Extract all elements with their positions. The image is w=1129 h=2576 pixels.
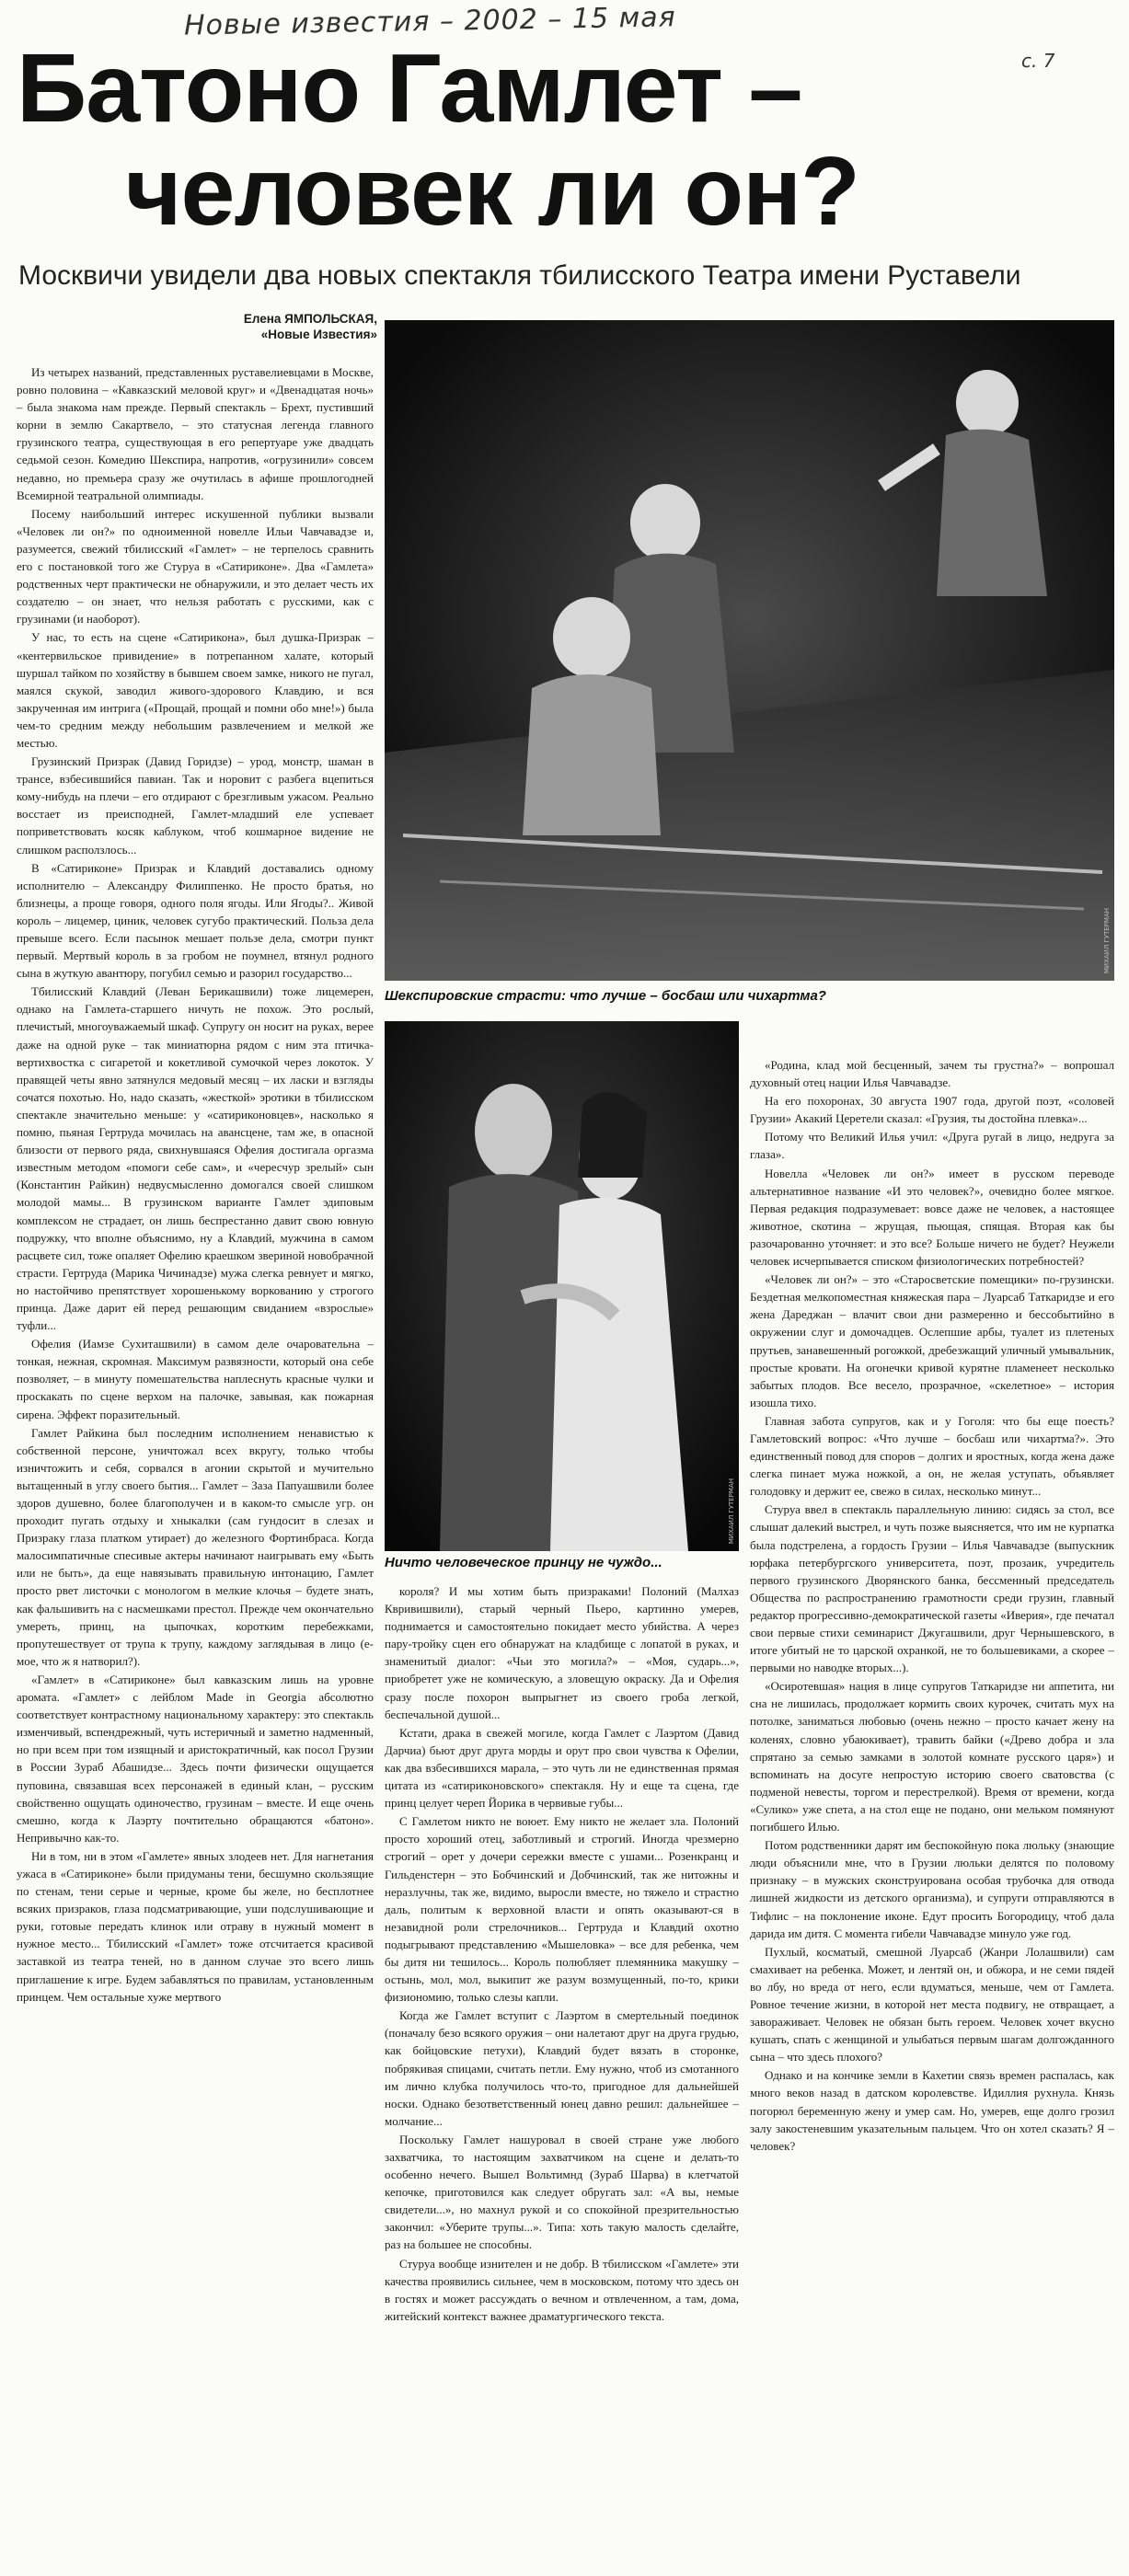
headline-line-1: Батоно Гамлет – bbox=[17, 34, 802, 143]
article-paragraph: Посему наибольший интерес искушенной публики вызвали «Человек ли он?» по одноименной новелле Ильи Чавчавадзе и, разумеется, свежий тбилисский «Гамлет» – не терпелось сравнить его с постановкой того же Стуруа в «Сатириконе». Два «Гамлета» родственных черт практически не обнаружили, и это делает честь их создателю – он знает, что нельзя работать с русскими, как с грузинами (и наоборот). bbox=[17, 506, 374, 627]
byline-author: Елена ЯМПОЛЬСКАЯ, bbox=[243, 312, 377, 326]
stage-photo-ghost-scene-image bbox=[385, 320, 1114, 981]
article-paragraph: На его похоронах, 30 августа 1907 года, другой поэт, «соловей Грузии» Акакий Церетели сказал: «Грузия, ты достойна плевка»... bbox=[750, 1094, 1114, 1126]
article-paragraph: Потому что Великий Илья учил: «Друга ругай в лицо, недруга за глаза». bbox=[750, 1130, 1114, 1162]
article-paragraph: Потом родственники дарят им беспокойную пока люльку (знающие люди объяснили мне, что в Грузии люльки делятся по половому признаку – в мужских сконструирована особая трубочка для отвода лишней жидкости из детского организма), и супруги отправляются в Тифлис – на поклонение иконе. Едут просить Богородицу, чтоб дала дарида им дитя. С момента гибели Чавчавадзе минуло уже год. bbox=[750, 1838, 1114, 1940]
article-paragraph: Новелла «Человек ли он?» имеет в русском переводе альтернативное название «И это человек?», очевидно более мягкое. Первая редакция подразумевает: вовсе даже не человек, а настоящее животное, скотина – жрущая, пьющая, спящая. Вторая как бы разочарованно уточняет: и это все? Больше ничего не будет? Неужели человек исчерпывается списком физиологических потребностей? bbox=[750, 1166, 1114, 1269]
article-paragraph: «Человек ли он?» – это «Старосветские помещики» по-грузински. Бездетная мелкопоместная княжеская пара – Луарсаб Таткаридзе и его жена Дареджан – влачит свои дни размеренно и бессобытийно в окружении слуг и домочадцев. Ослепшие арбы, туалет из плетеных прутьев, занавешенный рогожкой, дребезжащий уличный умывальник, простые кровати. На огонечки кривой курятне пламенеет несколько забытых плодов. Все весело, прозрачное, «скелетное» – история изошла тихо. bbox=[750, 1272, 1114, 1409]
article-paragraph: Поскольку Гамлет нашуровал в своей стране уже любого захватчика, то настоящим захватчиком на сцене и делать-то особенно нечего. Вышел Вольтимнд (Зураб Шарва) в клетчатой кепочке, приготовился как следует обругать зал: «А вы, немые свидетели...», но махнул рукой и со спокойной презрительностью закончил: «Уберите трупы...». Типа: хоть такую малость сделайте, раз на большее не способны. bbox=[385, 2132, 739, 2252]
article-column-2 bbox=[385, 1582, 739, 2567]
article-paragraph: С Гамлетом никто не воюет. Ему никто не желает зла. Полоний просто хороший отец, заботливый и строгий. Иногда чрезмерно строгий – орет у дочери сережки вместе с ушами... Розенкранц и Гильденстерн – это Бобчинский и Добчинский, так же нитожны и неразлучны, так же, видимо, выросли вместе, но тяжело и страстно даль, политым к верховной власти и опять оказывают-ся в незавидной роли стрелочников... Гертруда и Клавдий охотно подыгрывают представлению «Мышеловка» – все для ребенка, чем бы дитя ни тешилось... Король полюбляет племянника макушку – остынь, мол, мол, выкипит же разум возмущенный, по-то, крики физиономию, только слезы капли. bbox=[385, 1814, 739, 2005]
article-paragraph: Пухлый, косматый, смешной Луарсаб (Жанри Лолашвили) сам смахивает на ребенка. Может, и лентяй он, и обжора, и не семи пядей во лбу, но вреда от него, если вдуматься, меньше, чем от Гамлета. Ровное течение жизни, в которой нет места подвигу, не отвращает, а завораживает. Человек не обязан быть героем. Человек хочет вкусно кушать, спать с женщиной и улыбаться первым шагам долгожданного сына – что здесь плохого? bbox=[750, 1944, 1114, 2064]
article-paragraph: Когда же Гамлет вступит с Лаэртом в смертельный поединок (поначалу безо всякого оружия – они налетают друг на друга грудью, как бойцовские петухи), Клавдий будет вязать в сторонке, побрякивая спицами, считать петли. Ему нужно, чтоб из смотанного им лично клубка получилось что-то, пригодное для дальнейшей носки. Однако безответственный юнец давно решил: дальнейшее – молчание... bbox=[385, 2008, 739, 2128]
article-paragraph: Кстати, драка в свежей могиле, когда Гамлет с Лаэртом (Давид Дарчиа) бьют друг друга морды и орут про свои чувства к Офелии, как два взбесившихся марала, – это чуть ли не единственная прямая цитата из «сатириконовского» спектакля. Ну и еще та сцена, где принц целует череп Йорика в червивые губы... bbox=[385, 1725, 739, 1811]
handwritten-clip-note: Новые известия – 2002 – 15 мая bbox=[183, 1, 676, 42]
headline-line-2: человек ли он? bbox=[125, 137, 859, 246]
article-column-3 bbox=[750, 1056, 1114, 2567]
article-paragraph: «Родина, клад мой бесценный, зачем ты грустна?» – вопрошал духовный отец нации Илья Чавчавадзе. bbox=[750, 1058, 1114, 1090]
article-paragraph: У нас, то есть на сцене «Сатирикона», был душка-Призрак – «кентервильское привидение» в потрепанном халате, который шуршал тайком по хозяйству в бывшем своем замке, никого не пугал, маялся скукой, заводил живого-здорового Клавдию, и вся закрученная им интрига («Прощай, прощай и помни обо мне!») была чем-то средним между небольшим развлечением и мелкой же местью. bbox=[17, 630, 374, 750]
article-paragraph: Главная забота супругов, как и у Гоголя: что бы еще поесть? Гамлетовский вопрос: «Что лучше – босбаш или чихартма?». Это единственный повод для споров – долгих и яростных, когда жена даже слегка пинает мужа ножкой, а он, не желая уступать, объявляет голодовку и держит ее, свежо в силах, несколько минут... bbox=[750, 1413, 1114, 1499]
article-paragraph: Грузинский Призрак (Давид Горидзе) – урод, монстр, шаман в трансе, взбесившийся павиан. Так и норовит с разбега вцепиться кому-нибудь на плечи – его отдирают с брезгливым ужасом. Реально восстает из преисподней, Гамлет-младший еле успевает поприветствовать косяк каблуком, чтоб кошмарное видение не слишком расползлось... bbox=[17, 754, 374, 857]
photo2-credit: МИХАИЛ ГУТЕРМАН bbox=[728, 1478, 735, 1544]
article-paragraph: Стуруа ввел в спектакль параллельную линию: сидясь за стол, все слышат далекий выстрел, и чуть позже выясняется, что им не курпатка была подстрелена, а гордость Грузии – Илья Чавчавадзе (выпускник юрфака петербургского университета, поэт, прозаик, учредитель первого грузинского Дворянского банка, бессменный председатель Общества по распространению грамотности среди грузин, главный редактор прогрессивно-демократической газеты «Иверия», где печатал свои первые стихи семинарист Джугашвили, друг Чернышевского, в итоге убитый не то царской охранкой, не то большевиками, а скорее – первыми но наводке вторых...). bbox=[750, 1502, 1114, 1675]
article-paragraph: Из четырех названий, представленных руставелиевцами в Москве, ровно половина – «Кавказский меловой круг» и «Двенадцатая ночь» – была знакома нам прежде. Первый спектакль – Брехт, пустивший корни в землю Сакартвело, – это статусная легенда главного грузинского театра, существующая в его репертуаре уже двадцать седьмой сезон. Комедию Шекспира, напротив, «огрузинили» совсем недавно, но премьера сразу же очутилась в афише прошлогодней Всемирной театральной олимпиады. bbox=[17, 365, 374, 502]
article-paragraph: Стуруа вообще изнителен и не добр. В тбилисском «Гамлете» эти качества проявились сильнее, чем в московском, потому что здесь он в гостях и может рассуждать о вечном и отвлеченном, а там, дома, житейский контекст важнее драматургического текста. bbox=[385, 2256, 739, 2323]
article-paragraph: Офелия (Иамзе Сухиташвили) в самом деле очаровательна – тонкая, нежная, скромная. Максимум развязности, который она себе позволяет, – в минуту помешательства наплеснуть красные чулки и проскакать по сцене верхом на палочке, завывая, как пожарная сирена. Эффект поразительный. bbox=[17, 1337, 374, 1421]
byline-paper: «Новые Известия» bbox=[260, 328, 377, 341]
article-paragraph: Тбилисский Клавдий (Леван Берикашвили) тоже лицемерен, однако на Гамлета-старшего ничуть не похож. Это рослый, плечистый, многоуважаемый шкаф. Супругу он носит на руках, верее даже на одной руке – так миниатюрна рядом с ним эта птичка-вертихвостка с сигаретой и кокетливой сумочкой через локоток. У правящей четы явно затянулся медовый месяц – их ласки и взгляды сочатся похотью. Но, надо сказать, «жесткой» эротики в тбилисском спектакле значительно меньше: у «сатириконовцев», насколько я помню, пьяная Гертруда мочилась на авансцене, там же, в опасной близости от первого ряда, свихнувшаяся Офелия достигала оргазма известным методом «помоги себе сам», и «чересчур зрелый» сын (Константин Райкин) недвусмысленно домогался своей слишком молодой мамы... В грузинском варианте Гамлет эдиповым комплексом не страдает, он лишь беспрестанно давит свою ювную подружку, что вполне объяснимо, ну а Клавдий, мужчина в самом расцвете сил, тоже опаляет Офелию краешком звериной новобрачной страсти. Гертруда (Марика Чичинадзе) мужа слегка ревнует и мягко, но настойчиво препятствует хорошенькому воркованию у строгого принца. Даже дарит ей перед решающим свиданием «взрослые» туфли... bbox=[17, 984, 374, 1333]
article-paragraph: Ни в том, ни в этом «Гамлете» явных злодеев нет. Для нагнетания ужаса в «Сатириконе» были придуманы тени, бесшумно скользящие по стенам, тени серые и черные, кроме бы желе, но бесплотнее всяких призраков, глаза подсматривающие, уши подслушивающие и руки, готовые передать клинок или отраву в нужный момент в нужное место... Тбилисский «Гамлет» тоже отсчитается красивой заставкой из театра теней, но в данном случае это всего лишь приглашение к игре. Будем забавляться по правилам, установленным принцем. Чем остальные хуже мертвого bbox=[17, 1848, 374, 2004]
article-paragraph: В «Сатириконе» Призрак и Клавдий доставались одному исполнителю – Александру Филиппенко. Не просто братья, но близнецы, а проще говоря, одного поля ягоды. Или Ягоды?.. Живой король – лицемер, циник, человек сугубо практический. Польза дела превыше всего. Если пасынок мешает пользе дела, смотри пункт первый. Мертвый король в за гробом не поумнел, втянул родного сына в жуткую авантюру, погубил семью и разорил государство... bbox=[17, 860, 374, 981]
headline bbox=[17, 34, 1112, 246]
subheadline: Москвичи увидели два новых спектакля тбилисского Театра имени Руставели bbox=[18, 260, 1021, 291]
article-paragraph: «Осиротевшая» нация в лице супругов Таткаридзе ни аппетита, ни сна не лишилась, продолжает кормить своих курочек, считать мух на потолке, заниматься любовью (очень нежно – просто качает жену на коленях, словно убаюкивает), травить байки («Древо добра и зла спрятано за семью замками в золотой комнате русского царя») и вспоминать на досуге непростую историю своего сватовства (с подменой невесты, торгом и перестрелкой). Время от времени, когда «Сулико» уже спета, а на стол еще не подано, они мельком помянуют погибшего Илью. bbox=[750, 1679, 1114, 1834]
stage-photo-hamlet-ophelia-image bbox=[385, 1021, 739, 1551]
photo2-caption: Ничто человеческое принцу не чуждо... bbox=[385, 1555, 662, 1570]
photo1-credit: МИХАИЛ ГУТЕРМАН bbox=[1103, 907, 1111, 973]
photo1-caption: Шекспировские страсти: что лучше – босбаш или чихартма? bbox=[385, 988, 826, 1004]
stage-photo-ghost-scene bbox=[385, 320, 1114, 981]
article-paragraph: Однако и на кончике земли в Кахетии связь времен распалась, как много веков назад в датском королевстве. Идиллия рухнула. Князь погорюл беременную жену и умер сам. Но, умерев, еще долго грозил залу закостеневшим указательным пальцем. Что он хотел сказать? Я – человек? bbox=[750, 2068, 1114, 2153]
article-paragraph: Гамлет Райкина был последним исполнением ненавистью к собственной персоне, уничтожал всех вкругу, только чтобы изничтожить и себя, сорвался в агонии скрытой и мучительно вытащенный в углу своего бытия... Гамлет – Заза Папуашвили более здоров душевно, более благополучен и в каком-то смысле угр. он проходит пугать отдыху и хныкалки (сам гундосит в слезах и Призраку глаза платком утирает) до железного Фортинбраса. Когда малосимпатичные спесивые актеры начинают наигрывать ему «Быть или не быть», да еще навязывать правильную интонацию, Гамлет просто рвет листочки с монологом в мелкие клочья – будете знать, как фальшивить на с насмешками престол. Прежде чем окончательно умереть, принц, на цыпочках, коротким перебежками, пропутешествует от трупа к трупу, каждому заглядывая в лицо (е-мое, что ж я натворил?). bbox=[17, 1425, 374, 1668]
article-paragraph: «Гамлет» в «Сатириконе» был кавказским лишь на уровне аромата. «Гамлет» с лейблом Made in Georgia абсолютно соответствует контрастному национальному характеру: это спектакль изменчивый, вспендрежный, чуть истеричный и заметно надменный, но при всем при том изящный и аристократичный, как посол Грузии в России Зураб Абашидзе... Здесь почти физически ощущается пуповина, связавшая всех персонажей в единый клан, – русским свойственно ощущать одиночество, грузинам – вместе. И еще очень смешно, когда к Лаэрту почтительно обращаются «батоно». Непривычно как-то. bbox=[17, 1672, 374, 1845]
article-paragraph: короля? И мы хотим быть призраками! Полоний (Малхаз Квривишвили), старый черный Пьеро, картинно умерев, поднимается и самостоятельно покидает место убийства. А через пару-тройку сцен его обнаружат на кладбище с лопатой в руках, и знаменитый диалог: «Чьи это могила?» – «Моя, сударь...», приобретет уже не комическую, а зловещую окраску. Да и Офелия сразу после похорон выпрыгнет из своего гроба легкой, беспечальной душой... bbox=[385, 1584, 739, 1721]
stage-photo-hamlet-ophelia bbox=[385, 1021, 739, 1551]
byline bbox=[175, 311, 377, 342]
handwritten-page-ref: с. 7 bbox=[1021, 50, 1055, 72]
article-column-1 bbox=[17, 363, 374, 2567]
